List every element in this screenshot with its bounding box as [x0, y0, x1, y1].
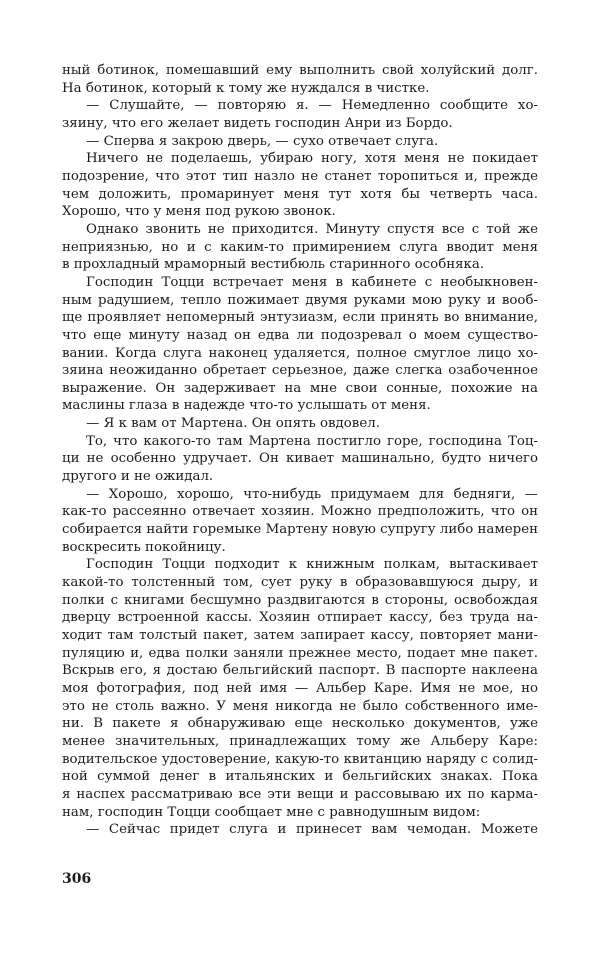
text-line: я наспех рассматриваю все эти вещи и рассовываю их по карма-	[62, 786, 538, 802]
paragraph	[62, 150, 538, 221]
paragraph	[62, 274, 538, 415]
page-number: 306	[62, 871, 92, 887]
text-line: подозрение, что этот тип назло не станет торопиться и, прежде	[62, 168, 538, 184]
text-line: в прохладный мраморный вестибюль старинного особняка.	[62, 257, 485, 273]
text-line: вании. Когда слуга наконец удаляется, полное смуглое лицо хо-	[62, 345, 538, 361]
text-line: пуляцию и, едва полки заняли прежнее место, подает мне пакет.	[62, 645, 538, 661]
text-line: ще проявляет непомерный энтузиазм, если принять во внимание,	[62, 310, 538, 326]
text-line: менее значительных, принадлежащих тому же Альберу Каре:	[62, 733, 538, 749]
text-line: зяину, что его желает видеть господин Анри из Бордо.	[62, 115, 453, 131]
text-line: собирается найти горемыке Мартену новую супругу либо намерен	[62, 522, 538, 538]
paragraph	[62, 821, 538, 839]
paragraph	[62, 221, 538, 274]
text-line: полки с книгами бесшумно раздвигаются в стороны, освобождая	[62, 592, 538, 608]
text-line: — Сперва я закрою дверь, — сухо отвечает слуга.	[86, 133, 439, 149]
text-line: — Хорошо, хорошо, что-нибудь придумаем для бедняги, —	[86, 486, 538, 502]
text-line: чем доложить, промаринует меня тут хотя бы четверть часа.	[62, 186, 538, 202]
text-line: Однако звонить не приходится. Минуту спустя все с той же	[86, 221, 538, 237]
text-line: что еще минуту назад он едва ли подозревал о моем существо-	[62, 327, 538, 343]
text-line: это не столь важно. У меня никогда не было собственного име-	[62, 698, 538, 714]
paragraph	[62, 133, 538, 151]
text-line: маслины глаза в надежде что-то услышать от меня.	[62, 398, 431, 414]
text-line: ный ботинок, помешавший ему выполнить свой холуйский долг.	[62, 63, 538, 78]
text-line: нам, господин Тоцци сообщает мне с равнодушным видом:	[62, 804, 481, 820]
page-text	[62, 62, 538, 839]
text-line: То, что какого-то там Мартена постигло горе, господина Тоц-	[86, 433, 538, 449]
text-line: зяина неожиданно обретает серьезное, даже слегка озабоченное	[62, 363, 538, 379]
paragraph	[62, 433, 538, 486]
text-line: ни. В пакете я обнаруживаю еще несколько документов, уже	[62, 716, 538, 732]
text-line: — Слушайте, — повторяю я. — Немедленно сообщите хо-	[86, 98, 538, 114]
paragraph	[62, 62, 538, 97]
text-line: Господин Тоцци подходит к книжным полкам, вытаскивает	[86, 557, 538, 573]
text-line: ной суммой денег в итальянских и бельгийских знаках. Пока	[62, 769, 538, 785]
text-line: неприязнью, но и с каким-то примирением слуга вводит меня	[62, 239, 538, 255]
text-line: На ботинок, который к тому же нуждался в чистке.	[62, 80, 430, 96]
paragraph	[62, 486, 538, 557]
text-line: ным радушием, тепло пожимает двумя руками мою руку и вооб-	[62, 292, 538, 308]
text-line: ходит там толстый пакет, затем запирает кассу, повторяет мани-	[62, 628, 538, 643]
text-line: выражение. Он задерживает на мне свои сонные, похожие на	[62, 380, 538, 396]
text-line: — Сейчас придет слуга и принесет вам чемодан. Можете	[86, 822, 538, 838]
paragraph	[62, 556, 538, 821]
text-line: дверцу встроенной кассы. Хозяин отпирает кассу, без труда на-	[62, 610, 538, 626]
text-line: — Я к вам от Мартена. Он опять овдовел.	[86, 416, 380, 432]
paragraph	[62, 415, 538, 433]
text-line: водительское удостоверение, какую-то квитанцию наряду с солид-	[62, 751, 538, 767]
text-line: Господин Тоцци встречает меня в кабинете с необыкновен-	[86, 274, 538, 290]
paragraph	[62, 97, 538, 132]
text-line: как-то рассеянно отвечает хозяин. Можно предположить, что он	[62, 504, 538, 520]
text-line: воскресить покойницу.	[62, 539, 226, 555]
text-line: Ничего не поделаешь, убираю ногу, хотя меня не покидает	[86, 151, 538, 167]
text-line: другого и не ожидал.	[62, 469, 214, 485]
text-line: какой-то толстенный том, сует руку в образовавшуюся дыру, и	[62, 575, 538, 591]
text-line: моя фотография, под ней имя — Альбер Каре. Имя не мое, но	[62, 680, 538, 696]
text-line: Хорошо, что у меня под рукою звонок.	[62, 204, 336, 220]
text-line: Вскрыв его, я достаю бельгийский паспорт. В паспорте наклеена	[62, 663, 538, 679]
text-line: ци не особенно удручает. Он кивает машинально, будто ничего	[62, 451, 538, 467]
